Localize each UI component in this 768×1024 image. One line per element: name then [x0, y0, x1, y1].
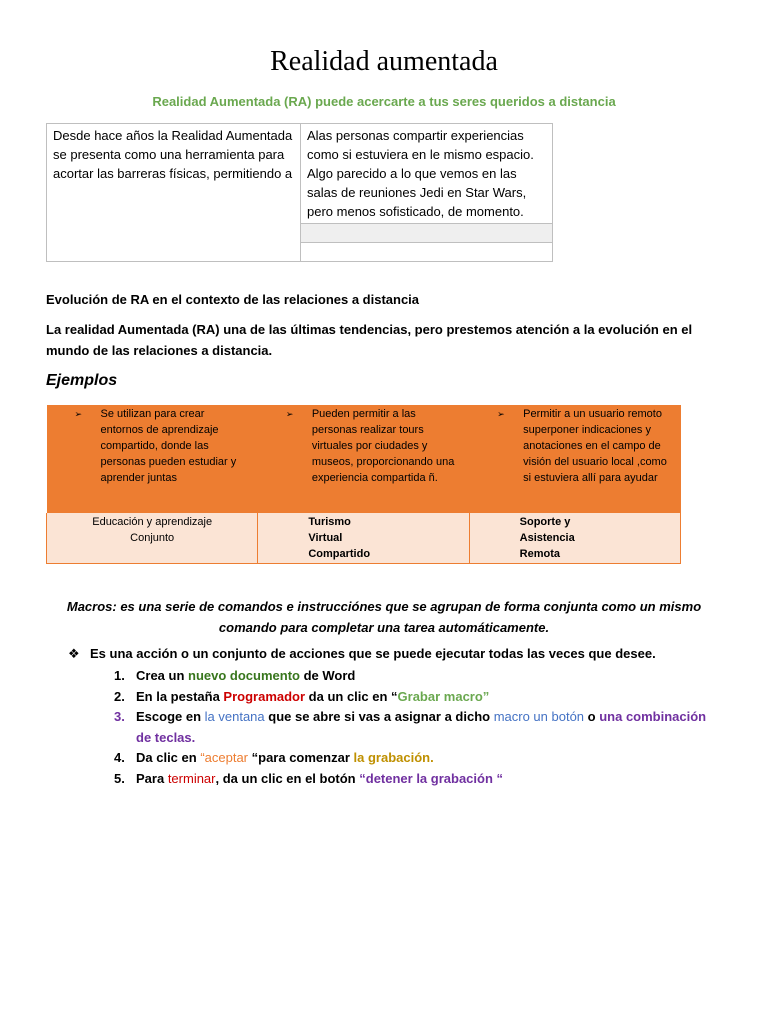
intro-table-shaded-cell	[301, 224, 553, 243]
section-heading: Evolución de RA en el contexto de las relaciones a distancia	[46, 292, 420, 307]
arrow-bullet-icon: ➢	[285, 409, 294, 419]
step-item: 5. Para terminar, da un clic en el botón “detener la grabación “	[114, 770, 504, 786]
example-label-support: Soporte y Asistencia Remota	[469, 513, 680, 564]
arrow-bullet-icon: ➢	[74, 409, 83, 419]
macros-definition: Macros: es una serie de comandos e instrucciónes que se agrupan de forma conjunta como un mismo comando para completar una tarea automáticamente.	[66, 599, 702, 635]
ejemplos-heading: Ejemplos	[46, 372, 118, 389]
step-item: 1. Crea un nuevo documento de Word	[114, 668, 356, 683]
examples-table	[46, 405, 681, 564]
intro-table	[46, 123, 553, 262]
step-item: 2. En la pestaña Programador da un clic en “Grabar macro”	[114, 688, 490, 704]
example-cell-support: ➢ Permitir a un usuario remoto superponer indicaciones y anotaciones en el campo de visión del usuario local ,como si estuviera allí para ayudar	[469, 405, 680, 513]
example-label-education: Educación y aprendizaje Conjunto	[47, 513, 258, 564]
steps-list	[114, 666, 724, 789]
intro-paragraph: La realidad Aumentada (RA) una de las últimas tendencias, pero prestemos atención a la evolución en el mundo de las relaciones a distancia.	[46, 322, 693, 358]
example-cell-education: ➢ Se utilizan para crear entornos de aprendizaje compartido, donde las personas pueden estudiar y aprender juntas	[47, 405, 258, 513]
arrow-bullet-icon: ➢	[497, 409, 505, 419]
diamond-bullet-icon: ❖	[68, 646, 80, 661]
intro-table-left-cell: Desde hace años la Realidad Aumentada se presenta como una herramienta para acortar las barreras físicas, permitiendo a	[47, 124, 301, 262]
example-cell-tourism: ➢ Pueden permitir a las personas realizar tours virtuales por ciudades y museos, proporcionando una experiencia compartida ñ.	[258, 405, 469, 513]
page-title: Realidad aumentada	[270, 46, 498, 77]
intro-table-right-cell: Alas personas compartir experiencias como si estuviera en le mismo espacio. Algo parecido a lo que vemos en las salas de reuniones Jedi en Star Wars, pero menos sofisticado, de momento.	[301, 124, 553, 224]
subtitle: Realidad Aumentada (RA) puede acercarte a tus seres queridos a distancia	[152, 94, 616, 109]
example-label-tourism: Turismo Virtual Compartido	[258, 513, 469, 564]
step-item: 4. Da clic en “aceptar “para comenzar la grabación.	[114, 750, 434, 765]
step-item: 3. Escoge en la ventana que se abre si vas a asignar a dicho macro un botón o una combinación de teclas.	[114, 709, 707, 745]
macro-bullet: ❖ Es una acción o un conjunto de acciones que se puede ejecutar todas las veces que desee.	[68, 646, 656, 661]
intro-table-empty-cell	[301, 243, 553, 262]
